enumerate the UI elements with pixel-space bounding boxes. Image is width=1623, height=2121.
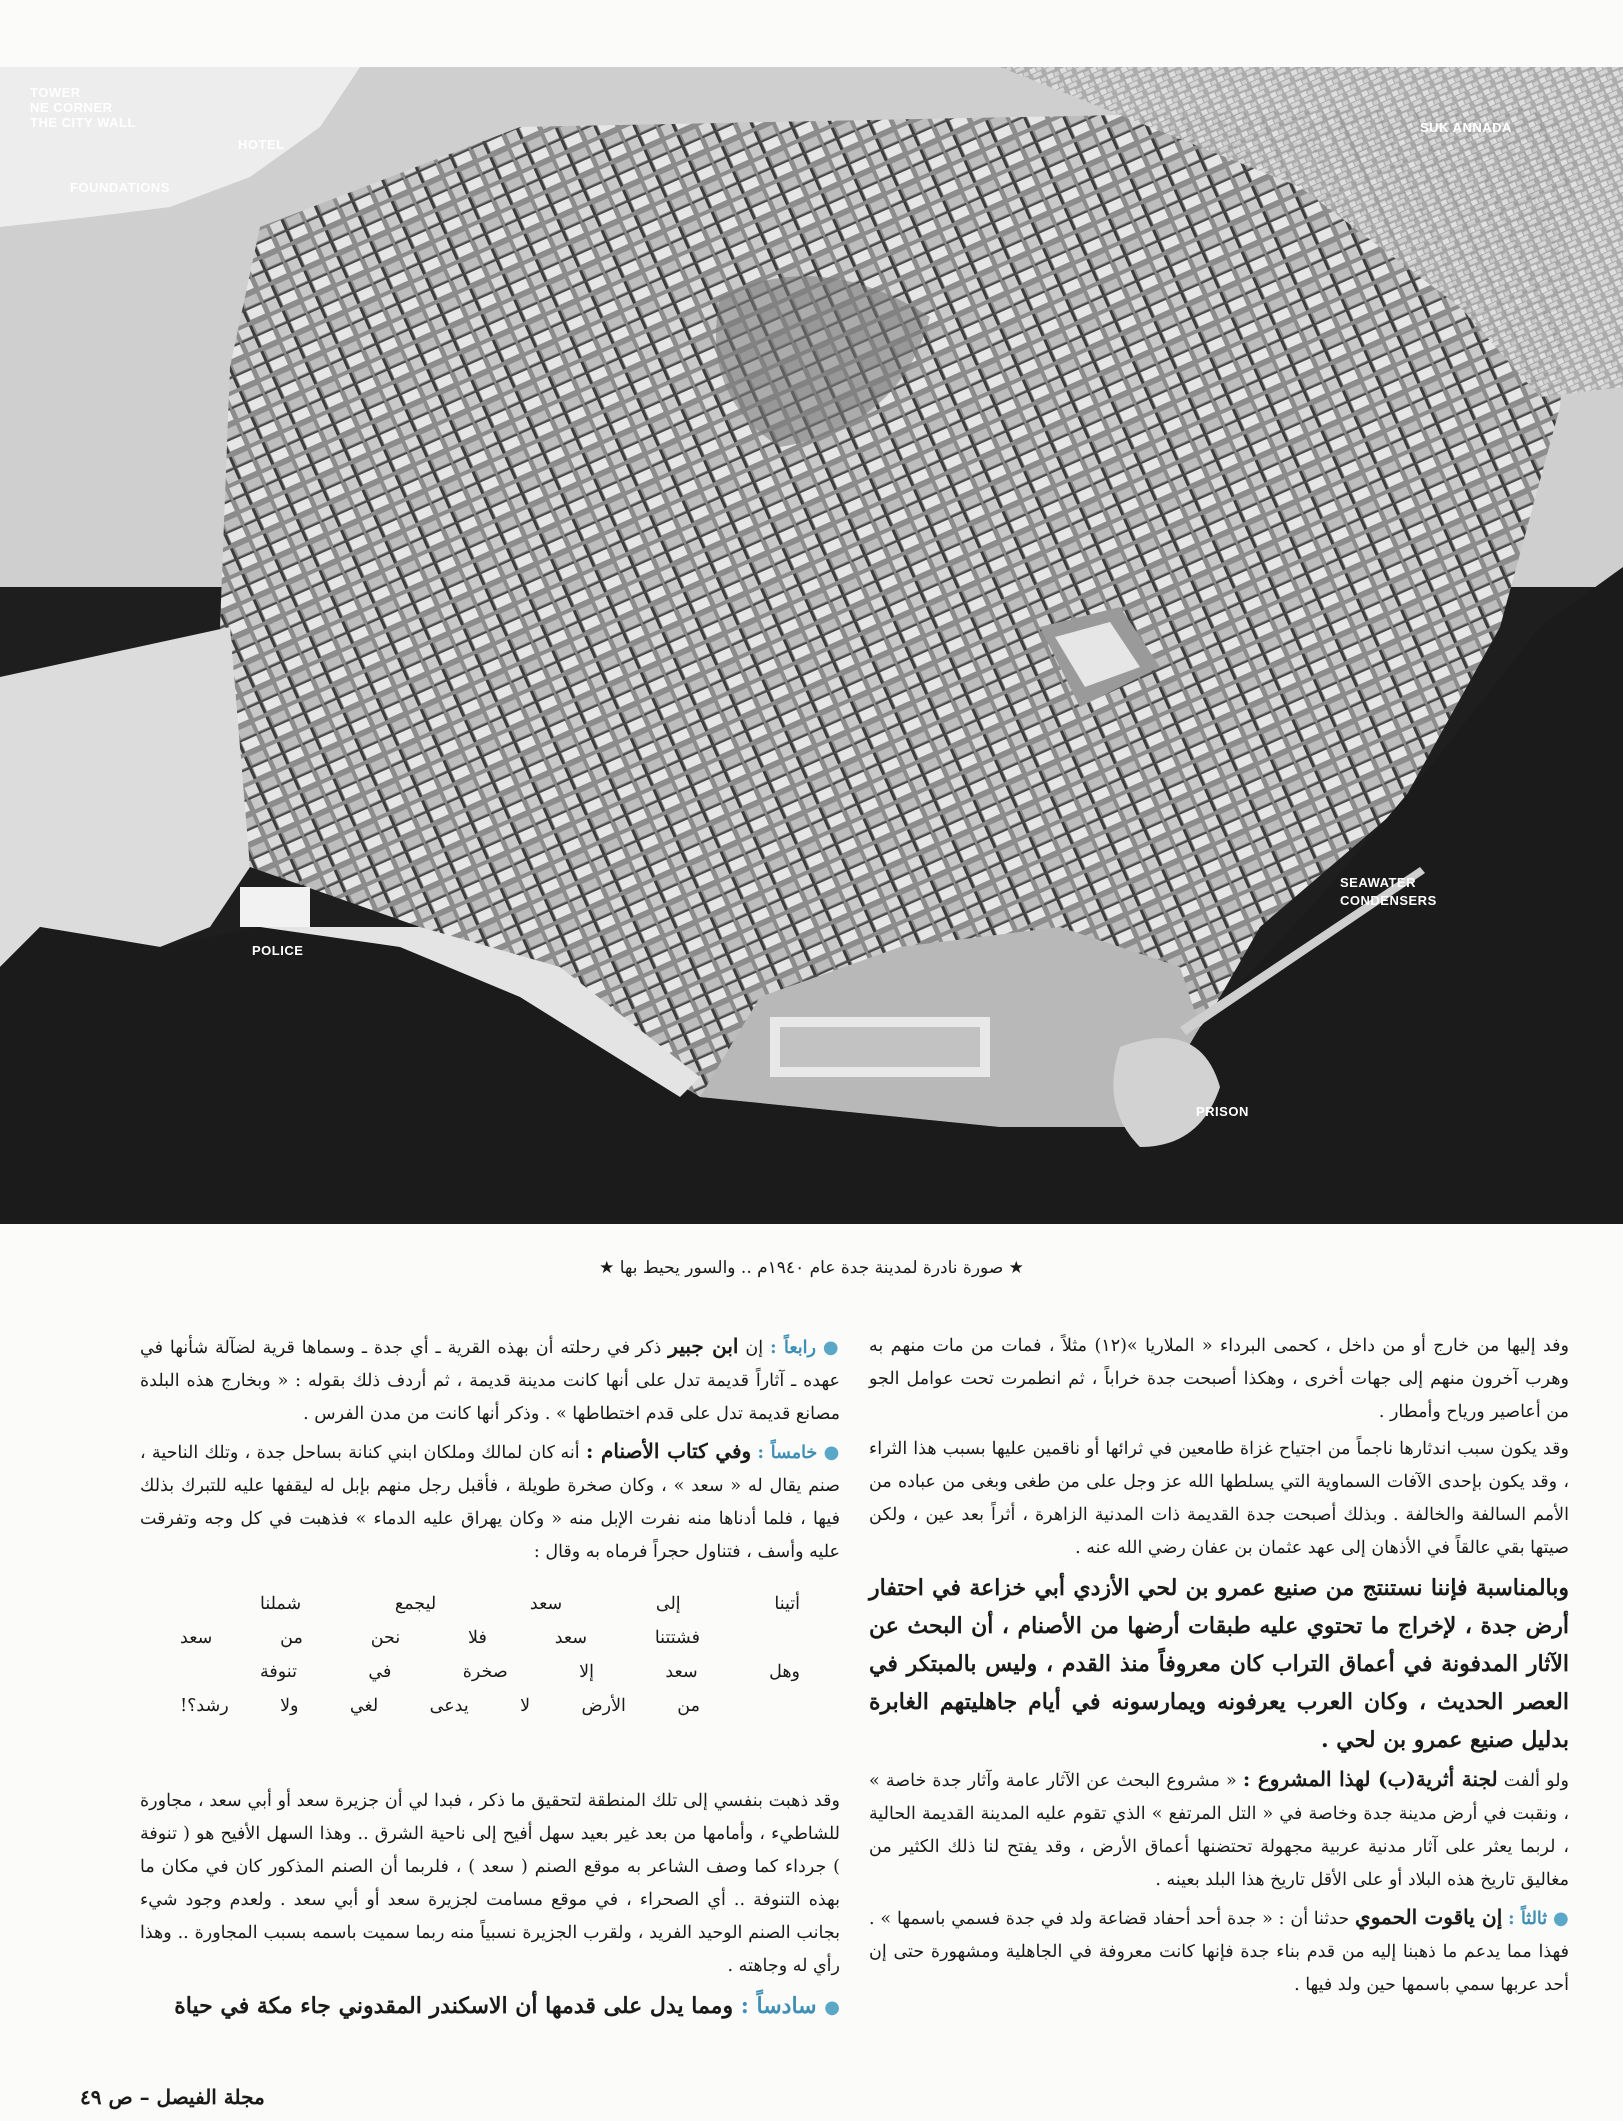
poem-line (140, 1689, 840, 1723)
poem-word: من (677, 1696, 700, 1716)
poem-word: صخرة (462, 1662, 508, 1682)
poem-word: لغي (349, 1696, 379, 1716)
poem-word: أتينا (774, 1594, 800, 1614)
section-number: ثالثاً : (1508, 1909, 1548, 1929)
paragraph: وفد إليها من خارج أو من داخل ، كحمى البرداء « الملاريا »(١٢) مثلاً ، فمات من مات منهم به وهرب آخرون منهم إلى جهات أخرى ، وهكذا أصبحت جدة خراباً ، ثم انطمرت تحت عوامل الجو من أعاصير ورياح وأمطار . (869, 1336, 1569, 1422)
poem-word: الأرض (581, 1696, 626, 1716)
poem-word: فشتتنا (654, 1628, 700, 1648)
keyword: إن ياقوت الحموي (1355, 1905, 1503, 1929)
photo-caption: ★ صورة نادرة لمدينة جدة عام ١٩٤٠م .. والسور يحيط بها ★ (599, 1258, 1024, 1278)
poem-word: سعد (554, 1628, 587, 1648)
bullet-icon: ● (823, 1442, 840, 1463)
paragraph-text: ومما يدل على قدمها أن الاسكندر المقدوني جاء مكة في حياة (174, 1993, 734, 2019)
keyword: لجنة أثرية(ب) لهذا المشروع : (1242, 1767, 1498, 1791)
bold-paragraph: وبالمناسبة فإننا نستنتج من صنيع عمرو بن لحي الأزدي أبي خزاعة في احتفار أرض جدة ، لإخراج ما تحتوي عليه طبقات أرضها من الأصنام ، أن البحث عن الآثار المدفونة في أعماق التراب كان معروفاً منذ القدم ، وليس بالمبتكر في العصر الحديث ، وكان العرب يعرفونه ويمارسونه في أيام جاهليتهم الغابرة بدليل صنيع عمرو بن لحي . (869, 1575, 1569, 1753)
poem-word: ولا (280, 1696, 299, 1716)
poem-word: لا (520, 1696, 531, 1716)
poem-word: إلى (655, 1594, 681, 1614)
poem-line (140, 1587, 840, 1621)
poem-word: سعد (180, 1628, 213, 1648)
paragraph-text: إن (745, 1338, 764, 1358)
prison-label: PRISON (1196, 1104, 1249, 1119)
aerial-photo-svg (0, 67, 1623, 1224)
poem (140, 1587, 840, 1723)
ne-corner-label: NE CORNER (30, 100, 113, 115)
poem-word: شملنا (260, 1594, 302, 1614)
bullet-icon: ● (824, 1997, 840, 2018)
spacer (140, 1747, 840, 1785)
paragraph-text: ذكر في رحلته أن بهذه القرية ـ أي جدة ـ وسماها قرية لضآلة شأنها في عهده ـ آثاراً قديمة تدل على أنها كانت مدينة قديمة ، ثم أردف ذلك بقوله : « وبخارج هذه البلدة مصانع قديمة تدل على قدم اختطاطها » . وذكر أنها كانت من مدن الفرس . (140, 1338, 840, 1424)
city-wall-label: THE CITY WALL (30, 115, 136, 130)
aerial-photo-jeddah (0, 67, 1623, 1224)
poem-word: يدعى (429, 1696, 469, 1716)
bullet-icon: ● (1552, 1908, 1569, 1929)
poem-line (140, 1655, 840, 1689)
poem-word: سعد (529, 1594, 563, 1614)
condensers-label: CONDENSERS (1340, 893, 1437, 908)
poem-line (140, 1621, 840, 1655)
police-label: POLICE (252, 943, 304, 958)
article-column-right (869, 1330, 1569, 2006)
hotel-label: HOTEL (238, 137, 285, 152)
paragraph (869, 1763, 1569, 1897)
section-number: خامساً : (757, 1443, 818, 1463)
paragraph-text: « مشروع البحث عن الآثار عامة وآثار جدة خاصة » ، ونقبت في أرض مدينة جدة وخاصة في « التل المرتفع » الذي تقوم عليه المدينة القديمة الحالية ، لربما يعثر على آثار مدنية عربية مجهولة تحتضنها أعماق الأرض ، وقد يفتح لنا ذلك الكثير من مغاليق تاريخ هذه البلاد أو على الأقل تاريخ هذا البلد بعينه . (869, 1771, 1569, 1890)
seawater-label: SEAWATER (1340, 875, 1416, 890)
section-number: رابعاً : (770, 1338, 816, 1358)
paragraph (140, 1330, 840, 1431)
paragraph-text: حدثنا أن : « جدة أحد أحفاد قضاعة ولد في جدة فسمي باسمها » . فهذا مما يدعم ما ذهبنا إليه من قدم بناء جدة فإنها كانت معروفة في الجاهلية ومشهورة حتى إن أحد عربها سمي باسمها حين ولد فيها . (869, 1909, 1569, 1995)
poem-word: تنوفة (260, 1662, 297, 1682)
poem-word: نحن (370, 1628, 401, 1648)
article-column-left (140, 1330, 840, 2031)
poem-word: سعد (665, 1662, 698, 1682)
paragraph (869, 1901, 1569, 2002)
poem-word: وهل (769, 1662, 800, 1682)
bullet-icon: ● (822, 1337, 840, 1358)
poem-word: في (368, 1662, 392, 1682)
keyword: ابن جبير (668, 1334, 739, 1358)
poem-word: إلا (579, 1662, 594, 1682)
paragraph (140, 1987, 840, 2027)
poem-word: من (280, 1628, 303, 1648)
paragraph: وقد ذهبت بنفسي إلى تلك المنطقة لتحقيق ما ذكر ، فبدا لي أن جزيرة سعد أو أبي سعد ، مجاورة للشاطيء ، وأمامها من بعد غير بعيد سهل أفيح إلى ناحية الشرق .. وهذا السهل الأفيح هو ( تنوفة ) جرداء كما وصف الشاعر به موقع الصنم ( سعد ) ، فلربما أن الصنم المذكور كان في مكان ما بهذه التنوفة .. أي الصحراء ، في موقع مسامت لجزيرة سعد أو أبي سعد . ولعدم وجود شيء بجانب الصنم الوحيد الفريد ، ولقرب الجزيرة نسبياً منه ربما سميت باسمه بسبب المجاورة .. وهذا رأي له وجاهته . (140, 1791, 840, 1976)
tower-label: TOWER (30, 85, 81, 100)
paragraph: وقد يكون سبب اندثارها ناجماً من اجتياح غزاة طامعين في ثرائها أو ناقمين عليها بسبب هذا الثراء ، وقد يكون بإحدى الآفات السماوية التي يسلطها الله عز وجل على من طغى وبغى من عباده من الأمم السالفة والخالفة . وبذلك أصبحت جدة القديمة ذات المدنية الزاهرة ، أثراً بعد عين ، ولكن صيتها بقي عالقاً في الأذهان إلى عهد عثمان بن عفان رضي الله عنه . (869, 1439, 1569, 1558)
poem-word: ليجمع (394, 1594, 437, 1614)
foundations-label: FOUNDATIONS (70, 180, 170, 195)
page-footer: مجلة الفيصل – ص ٤٩ (80, 2085, 265, 2109)
suk-label: SUK ANNADA (1420, 120, 1512, 135)
poem-word: فلا (468, 1628, 487, 1648)
section-number: سادساً : (740, 1993, 817, 2019)
paragraph-text: أنه كان لمالك وملكان ابني كنانة بساحل جدة ، وتلك الناحية ، صنم يقال له « سعد » ، وكان صخرة طويلة ، فأقبل رجل منهم بإبل له ليقفها عليه للتبرك بذلك فيها ، فلما أدناها منه نفرت الإبل منه « وكان يهراق عليه الدماء » فذهبت في كل وجه وتفرقت عليه وأسف ، فتناول حجراً فرماه به وقال : (140, 1443, 840, 1562)
keyword: وفي كتاب الأصنام : (585, 1439, 752, 1463)
poem-word: رشد؟! (180, 1696, 229, 1716)
paragraph (140, 1435, 840, 1569)
paragraph-text: ولو ألفت (1503, 1771, 1569, 1791)
